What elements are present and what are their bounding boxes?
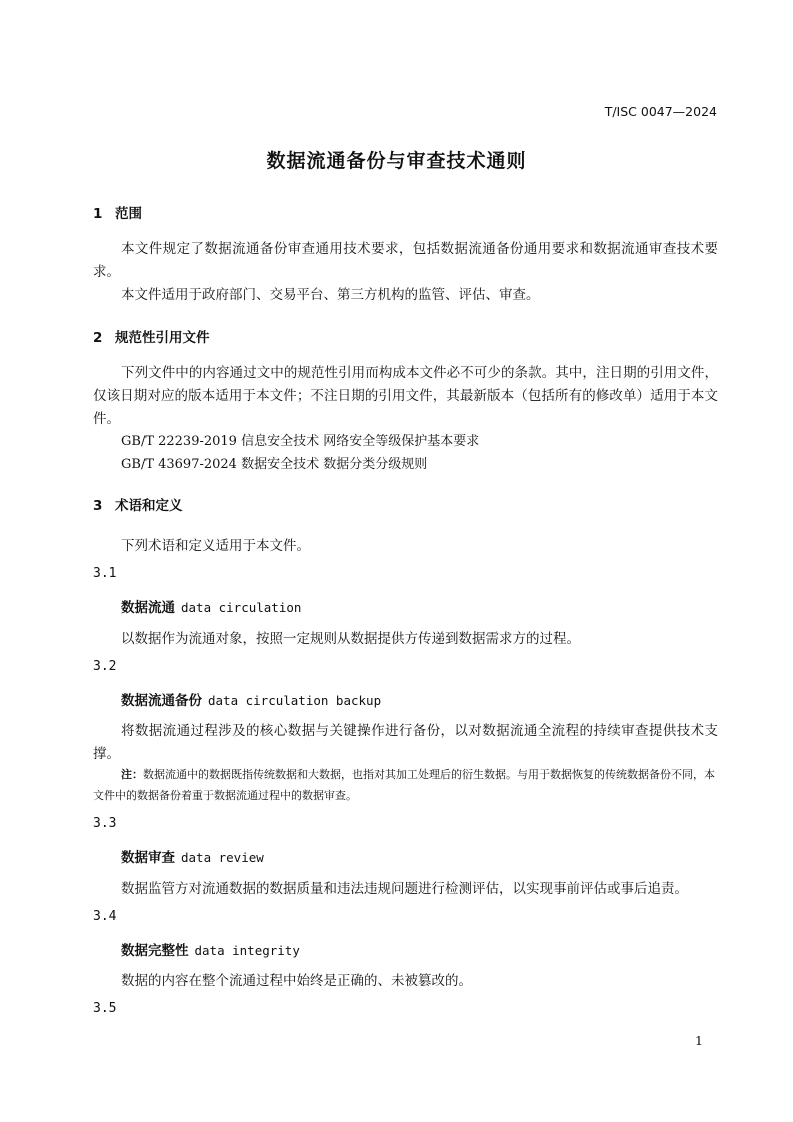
term-entry <box>121 846 264 866</box>
note-text: 数据流通中的数据既指传统数据和大数据，也指对其加工处理后的衍生数据。与用于数据恢复的传统数据备份不同，本文件中的数据备份着重于数据流通过程中的数据审查。 <box>93 768 715 802</box>
section-title: 术语和定义 <box>115 498 183 514</box>
term-zh: 数据流通 <box>121 600 175 616</box>
term-definition <box>93 720 718 766</box>
term-en: data integrity <box>194 943 300 958</box>
term-zh: 数据完整性 <box>121 943 189 959</box>
page-number: 1 <box>695 1033 703 1048</box>
clause-number: 3.4 <box>93 909 117 924</box>
term-zh: 数据流通备份 <box>121 693 202 709</box>
clause-number: 3.3 <box>93 816 117 831</box>
term-entry <box>121 596 301 616</box>
clause-number: 3.5 <box>93 1001 117 1016</box>
section-2-heading <box>93 326 210 346</box>
standard-code: T/ISC 0047—2024 <box>604 104 717 119</box>
paragraph: 本文件规定了数据流通备份审查通用技术要求，包括数据流通备份通用要求和数据流通审查技术要求。 <box>93 241 718 280</box>
document-title: 数据流通备份与审查技术通则 <box>266 150 527 172</box>
section-number: 1 <box>93 206 103 222</box>
note-label: 注： <box>121 768 143 781</box>
reference-item: GB/T 43697-2024 数据安全技术 数据分类分级规则 <box>121 457 428 472</box>
term-definition: 数据的内容在整个流通过程中始终是正确的、未被篡改的。 <box>121 973 472 989</box>
term-definition: 以数据作为流通对象，按照一定规则从数据提供方传递到数据需求方的过程。 <box>121 631 580 647</box>
section-2-body <box>93 362 718 431</box>
section-3-intro: 下列术语和定义适用于本文件。 <box>121 538 310 554</box>
term-note <box>93 764 718 806</box>
paragraph: 下列文件中的内容通过文中的规范性引用而构成本文件必不可少的条款。其中，注日期的引用文件，仅该日期对应的版本适用于本文件；不注日期的引用文件，其最新版本（包括所有的修改单）适用于本文件。 <box>93 365 718 427</box>
term-en: data review <box>181 850 264 865</box>
reference-item: GB/T 22239-2019 信息安全技术 网络安全等级保护基本要求 <box>121 434 480 449</box>
term-en: data circulation <box>181 600 302 615</box>
term-entry <box>121 689 381 709</box>
section-1-body <box>93 238 718 307</box>
clause-number: 3.2 <box>93 659 117 674</box>
section-3-heading <box>93 494 183 514</box>
term-en: data circulation backup <box>208 693 382 708</box>
section-number: 2 <box>93 330 103 346</box>
term-entry <box>121 939 300 959</box>
clause-number: 3.1 <box>93 566 117 581</box>
section-1-heading <box>93 202 142 222</box>
section-title: 范围 <box>115 206 142 222</box>
section-title: 规范性引用文件 <box>115 330 210 346</box>
section-number: 3 <box>93 498 103 514</box>
term-zh: 数据审查 <box>121 850 175 866</box>
term-definition: 数据监管方对流通数据的数据质量和违法违规问题进行检测评估，以实现事前评估或事后追责。 <box>121 881 688 897</box>
paragraph: 将数据流通过程涉及的核心数据与关键操作进行备份，以对数据流通全流程的持续审查提供技术支撑。 <box>93 723 718 762</box>
paragraph: 本文件适用于政府部门、交易平台、第三方机构的监管、评估、审查。 <box>121 287 540 303</box>
